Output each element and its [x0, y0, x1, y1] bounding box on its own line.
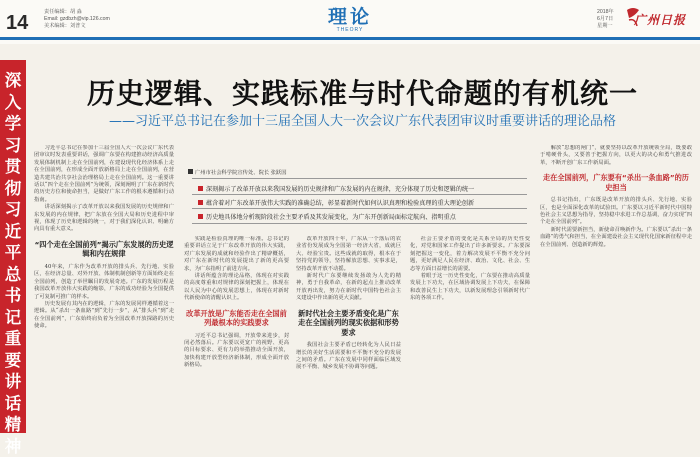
- key-point-text: 蕴含着对广东改革开放伟大实践的准确总结，彰显着新时代如何认识真理和检验真理的重大理论创新: [206, 200, 475, 207]
- author-byline: [188, 168, 287, 176]
- paragraph: 习近平总书记强调，开放带来进步，封闭必然落后。广东要以更宽广的视野、更高的目标要求、更有力的举措推动全面开放，加快构建开放型经济新体制，形成全面开放新格局。: [184, 332, 289, 369]
- box-divider: [192, 208, 527, 209]
- paragraph: 新时代需要新担当，新使命召唤新作为。广东要以“杀出一条血路”的勇气和担当，在全面建设社会主义现代化国家新征程中走在全国前列、创造新的辉煌。: [540, 226, 692, 248]
- section-heading: 改革开放是广东能否走在全国前列最根本的实践要求: [186, 308, 287, 328]
- editor-line: 责任编辑：胡 淼: [44, 9, 82, 15]
- box-divider: [192, 194, 527, 195]
- page-number: 14: [6, 12, 29, 34]
- page-header: [0, 0, 700, 44]
- paragraph: 我国社会主要矛盾已经转化为人民日益增长的美好生活需要和不平衡不充分的发展之间的矛盾。广东在发展中同样面临区域发展不平衡、城乡发展不协调等问题。: [296, 342, 401, 371]
- issue-date: [597, 9, 614, 30]
- paragraph: 讲话所蕴含的理论品格，体现在对实践的高度尊重和对规律的深刻把握上，体现在以人民为中心的发展思想上，体现在对新时代新使命的清醒认识上。: [184, 273, 289, 302]
- bullet-icon: [198, 214, 203, 219]
- paragraph: 40年来，广东作为改革开放的排头兵、先行地、实验区，在经济总量、对外开放、体制机制创新等方面始终走在全国前列，创造了举世瞩目的发展奇迹。广东的发展历程是我国改革开放伟大实践的缩影，广东的成功经验为全国提供了可复制可推广的样本。: [34, 263, 174, 300]
- box-divider: [192, 178, 527, 179]
- bullet-icon: [198, 200, 203, 205]
- key-point: [198, 212, 456, 221]
- paragraph: 改革开放四十年，广东从一个落后的农业省份发展成为全国第一经济大省，成就巨大、经验宝贵。这些成就的取得，根本在于坚持党的领导，坚持解放思想、实事求是，坚持改革开放不动摇。: [296, 236, 401, 272]
- header-rule: [0, 37, 700, 40]
- paragraph: 解放“思想的闸门”，就要坚持以改革开放统领全局，既要敢于啃硬骨头，又要善于把握方向，以更大的决心和勇气推进改革，不断开创广东工作新局面。: [540, 145, 692, 166]
- art-editor-line: 美术编辑：刘普文: [44, 23, 86, 29]
- section-cn: 理论: [327, 6, 372, 28]
- editor-email: Email: gzdbzh@vip.126.com: [44, 16, 110, 22]
- key-point: [198, 198, 474, 207]
- paragraph: 实践是检验真理的唯一标准。总书记的重要讲话立足于广东改革开放的伟大实践，对广东发展的成就和经验作出了精辟概括，对广东在新时代的发展提出了新的更高要求，为广东指明了前进方向。: [184, 236, 289, 272]
- paragraph: 新时代广东要继续发扬敢为人先的精神，勇于自我革命，在新的起点上推动改革开放再出发，努力在新时代中国特色社会主义建设中作出新的更大贡献。: [296, 273, 401, 302]
- editor-info: [44, 9, 110, 30]
- section-heading: 新时代社会主要矛盾变化是广东走在全国前列的现实依据和形势要求: [298, 308, 399, 337]
- article-subtitle: ——习近平总书记在参加十三届全国人大一次会议广东代表团审议时重要讲话的理论品格: [108, 114, 616, 129]
- article-column-5: [540, 145, 692, 433]
- paragraph: 社会主要矛盾的变化是关系全局的历史性变化，对党和国家工作提出了许多新要求。广东要深刻把握这一变化，着力解决发展不平衡不充分问题，更好满足人民在经济、政治、文化、社会、生态等方面日益增长的需要。: [410, 236, 530, 272]
- key-points-box: [184, 170, 531, 229]
- newspaper-name: 广州日报: [634, 13, 687, 27]
- article-column-1: [34, 145, 174, 433]
- paragraph: 习近平总书记在参加十三届全国人大一次会议广东代表团审议时发表重要讲话，强调广东要在构建推动经济高质量发展体制机制上走在全国前列，在建设现代化经济体系上走在全国前列，在形成全面开放新格局上走在全国前列，在营造共建共治共享社会治理格局上走在全国前列。这一重要讲话以“四个走在全国前列”为统领，深刻阐明了广东在新时代的历史方位和使命担当，是做好广东工作的根本遵循和行动指南。: [34, 145, 174, 203]
- section-title: [318, 2, 382, 33]
- author-text: 广州市社会科学院宣传处、院长 张跃国: [195, 170, 287, 176]
- date-weekday: 星期一: [597, 23, 613, 29]
- paragraph: 讲话深刻揭示了改革开放以来我国发展的历史规律和广东发展的内在规律，把广东放在全国大局和历史进程中审视，体现了历史和逻辑的统一，对于我们深化认识、明确方向具有重大意义。: [34, 204, 174, 233]
- paragraph: 着眼于这一历史性变化，广东要在推动高质量发展上下功夫，在区域协调发展上下功夫，在保障和改善民生上下功夫，以新发展理念引领新时代广东的各项工作。: [410, 273, 530, 302]
- box-divider: [192, 223, 527, 224]
- date-day: 6月7日: [597, 16, 614, 22]
- article-column-2: [184, 236, 289, 433]
- paragraph: 历史发展有其内在的逻辑，广东的发展同样遵循着这一逻辑。从“杀出一条血路”到“先行一步”，从“排头兵”到“走在全国前列”，广东始终肩负着为全国改革开放探路的历史使命。: [34, 300, 174, 330]
- section-en: THEORY: [336, 27, 364, 33]
- date-year: 2018年: [597, 9, 614, 15]
- key-point-text: 深刻揭示了改革开放以来我国发展的历史规律和广东发展的内在规律，充分体现了历史和逻辑的统一: [206, 186, 475, 193]
- section-heading: 走在全国前列，广东要有“杀出一条血路”的历史担当: [542, 173, 689, 192]
- key-point: [198, 184, 474, 193]
- square-icon: [188, 169, 193, 174]
- banner-text: 深入学习贯彻习近平总书记重要讲话精神: [4, 71, 22, 456]
- bullet-icon: [198, 186, 203, 191]
- paragraph: 总书记指出，广东既是改革开放的排头兵、先行地、实验区，也是全面深化改革的试验田。广东要以习近平新时代中国特色社会主义思想为指导，坚持稳中求进工作总基调，奋力实现“四个走在全国前列”。: [540, 197, 692, 226]
- article-title: 历史逻辑、实践标准与时代命题的有机统一: [86, 77, 638, 110]
- key-point-text: 历史地具体地分析现阶段社会主要矛盾及其发展变化，为广东开创新局面标定航向、指明重点: [206, 214, 456, 221]
- article-column-3: [296, 236, 401, 433]
- section-heading: “四个走在全国前列”揭示广东发展的历史逻辑和内在规律: [34, 239, 174, 259]
- article-column-4: [410, 236, 530, 433]
